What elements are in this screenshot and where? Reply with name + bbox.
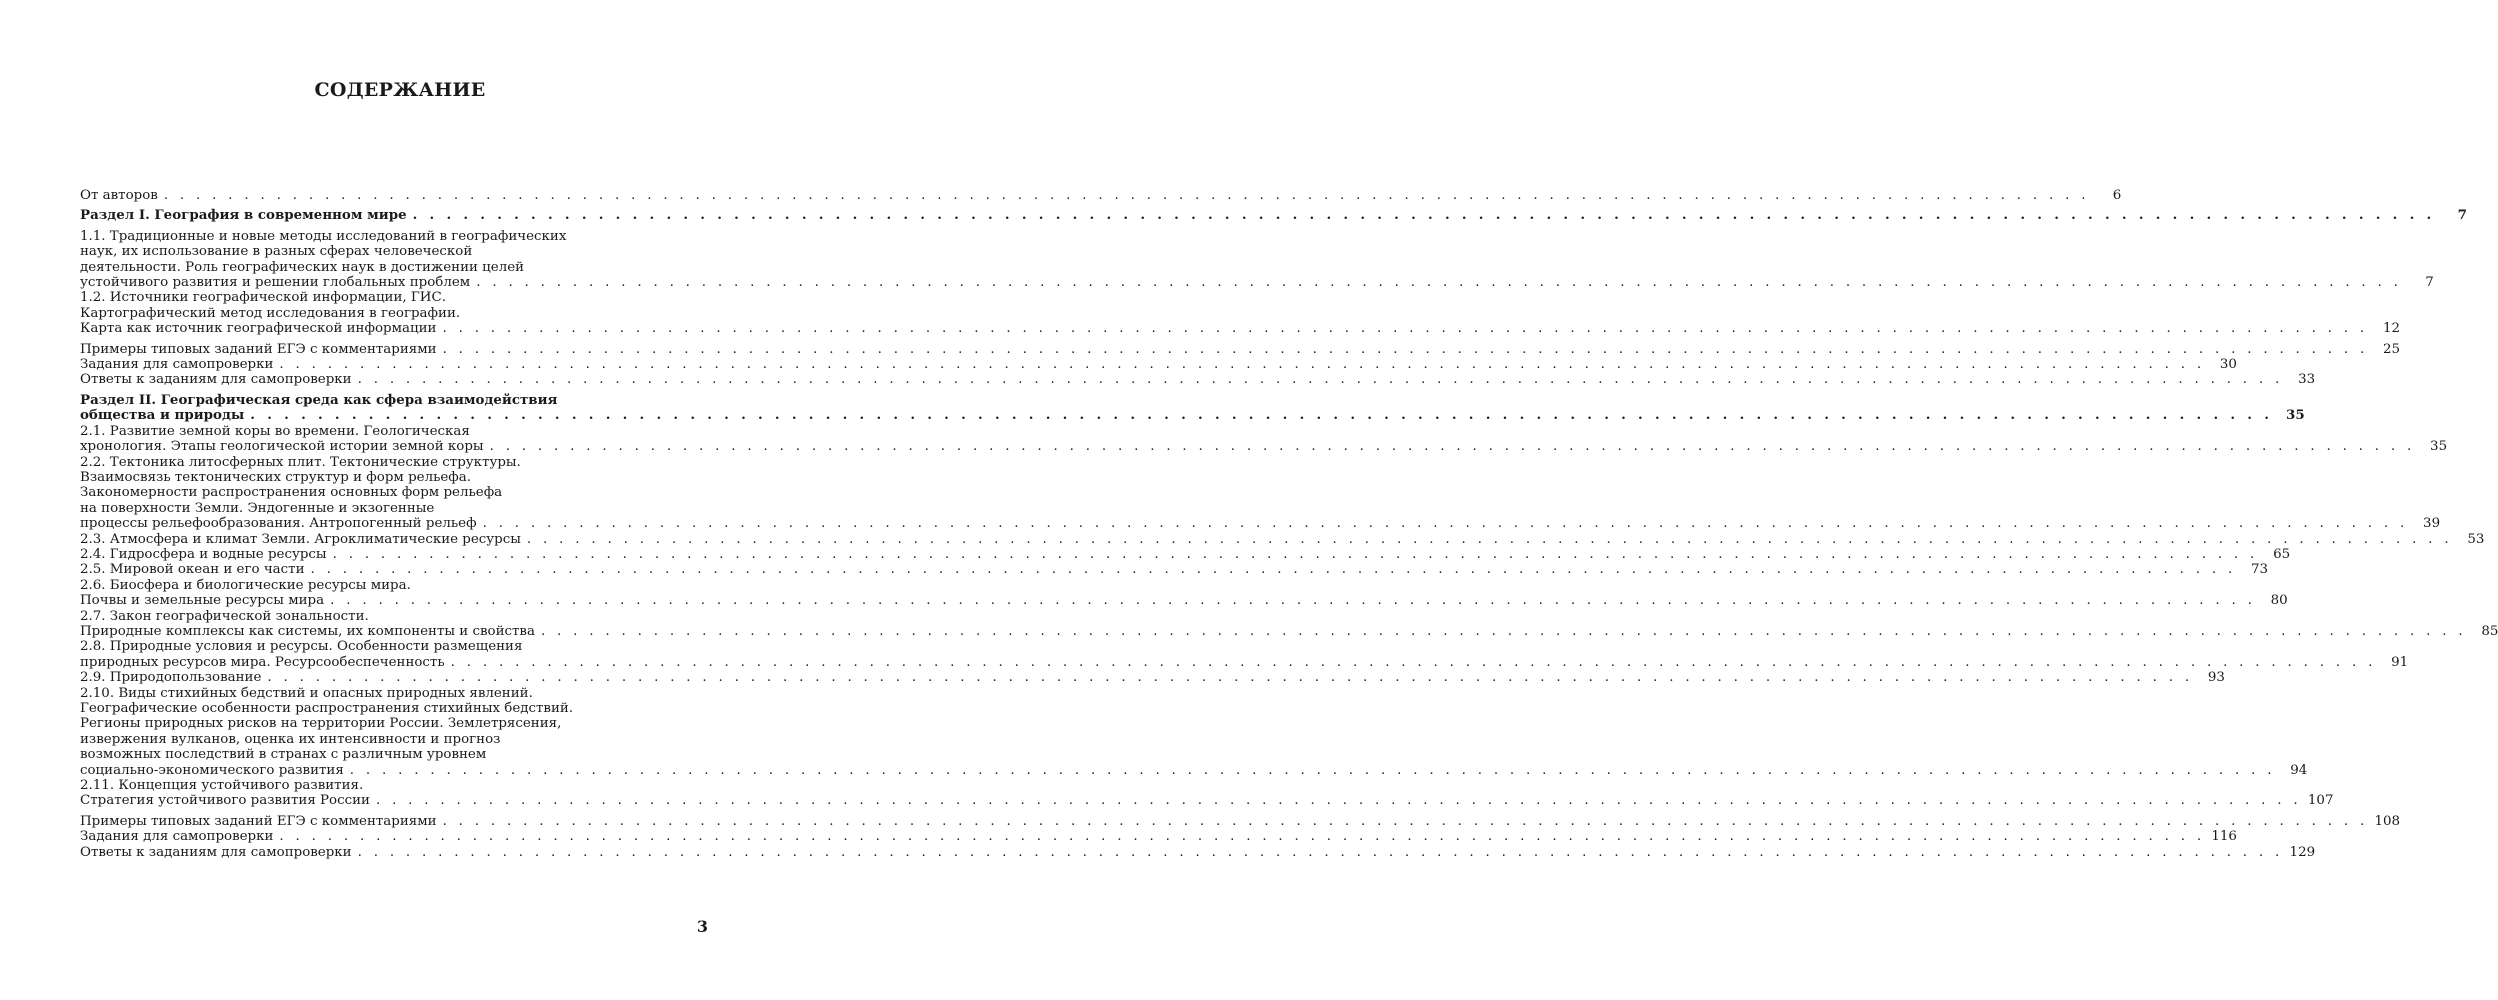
toc-entry-row xyxy=(80,793,2334,809)
toc-entry-line: Стратегия устойчивого развития России xyxy=(80,793,370,809)
toc-entry[interactable] xyxy=(80,341,2401,357)
toc-entry[interactable] xyxy=(80,778,2334,809)
dot-leader: . . . . . . . . . . . . . . . . . . . . . . . . . . . . . . . . . . . . . . . . . . . . . . . . . . . . . . . . . . . . . . . . . . . . . . . . . . . . . . . . . . . . . . . . . . . . . . . . . . . . . . . . . . . . . . . . . . . . . . . . xyxy=(330,593,2256,609)
toc-entry-line: Регионы природных рисков на территории России. Землетрясения, xyxy=(80,716,562,732)
toc-entry-line: 2.4. Гидросфера и водные ресурсы xyxy=(80,546,327,562)
toc-entry[interactable] xyxy=(80,829,2237,845)
dot-leader: . . . . . . . . . . . . . . . . . . . . . . . . . . . . . . . . . . . . . . . . . . . . . . . . . . . . . . . . . . . . . . . . . . . . . . . . . . . . . . . . . . . . . . . . . . . . . . . . . . . . . . . . . . . . . . . . . . . . . . . . xyxy=(540,623,2467,639)
toc-entry-row xyxy=(80,546,2291,562)
toc-entry[interactable] xyxy=(80,357,2237,373)
dot-leader: . . . . . . . . . . . . . . . . . . . . . . . . . . . . . . . . . . . . . . . . . . . . . . . . . . . . . . . . . . . . . . . . . . . . . . . . . . . . . . . . . . . . . . . . . . . . . . . . . . . . . . . . . . . . . . . . . . . . . . . . xyxy=(442,813,2369,829)
toc-entry-row xyxy=(80,439,2448,455)
toc-entry-line: Ответы к заданиям для самопроверки xyxy=(80,372,352,388)
toc-entry-line: 1.1. Традиционные и новые методы исследований в географических xyxy=(80,228,567,244)
toc-entry-line: 2.7. Закон географической зональности. xyxy=(80,608,369,624)
toc-entry-row xyxy=(80,670,2225,686)
toc-page-number: 12 xyxy=(2382,321,2400,337)
dot-leader: . . . . . . . . . . . . . . . . . . . . . . . . . . . . . . . . . . . . . . . . . . . . . . . . . . . . . . . . . . . . . . . . . . . . . . . . . . . . . . . . . . . . . . . . . . . . . . . . . . . . . . . . . . . . . . . . . . . . . . . . xyxy=(526,531,2453,547)
dot-leader: . . . . . . . . . . . . . . . . . . . . . . . . . . . . . . . . . . . . . . . . . . . . . . . . . . . . . . . . . . . . . . . . . . . . . . . . . . . . . . . . . . . . . . . . . . . . . . . . . . . . . . . . . . . . . . . . . . . . . . . . xyxy=(279,357,2205,373)
toc-entry-line: Задания для самопроверки xyxy=(80,829,274,845)
toc-entry-line: общества и природы xyxy=(80,407,245,424)
toc-entry-line: Задания для самопроверки xyxy=(80,357,274,373)
toc-entry[interactable] xyxy=(80,454,2441,532)
toc-entry-row xyxy=(80,762,2308,778)
toc-entry-row xyxy=(80,275,2434,291)
toc-entry-line: 2.9. Природопользование xyxy=(80,670,262,686)
toc-entry-line: Карта как источник географической информации xyxy=(80,321,437,337)
dot-leader: . . . . . . . . . . . . . . . . . . . . . . . . . . . . . . . . . . . . . . . . . . . . . . . . . . . . . . . . . . . . . . . . . . . . . . . . . . . . . . . . . . . . . . . . . . . . . . . . . . . . . . . . . . . . . . . . . . . . . . . . xyxy=(375,793,2302,809)
toc-page-number: 39 xyxy=(2423,516,2441,532)
toc-entry-row xyxy=(80,654,2409,670)
toc-entry-line: Картографический метод исследования в географии. xyxy=(80,305,461,321)
toc-page-number: 35 xyxy=(2286,407,2305,424)
toc-entry[interactable] xyxy=(80,207,2467,224)
toc-entry-line: Раздел I. География в современном мире xyxy=(80,207,407,224)
toc-page-number: 107 xyxy=(2307,793,2334,809)
toc-entry-line: 2.3. Атмосфера и климат Земли. Агроклиматические ресурсы xyxy=(80,531,521,547)
toc-page-number: 80 xyxy=(2270,593,2288,609)
dot-leader: . . . . . . . . . . . . . . . . . . . . . . . . . . . . . . . . . . . . . . . . . . . . . . . . . . . . . . . . . . . . . . . . . . . . . . . . . . . . . . . . . . . . . . . . . . . . . . . . . . . . . . . . . . . . . . . . . . . . . . . . xyxy=(267,670,2193,686)
toc-entry[interactable] xyxy=(80,670,2225,686)
dot-leader: . . . . . . . . . . . . . . . . . . . . . . . . . . . . . . . . . . . . . . . . . . . . . . . . . . . . . . . . . . . . . . . . . . . . . . . . . . . . . . . . . . . . . . . . . . . . . . . . . . . . . . . . . . . . . . . . . . . . . . . . xyxy=(489,439,2416,455)
toc-entry-line: 2.1. Развитие земной коры во времени. Геологическая xyxy=(80,423,470,439)
toc-page-number: 30 xyxy=(2219,357,2237,373)
toc-entry[interactable] xyxy=(80,372,2316,388)
dot-leader: . . . . . . . . . . . . . . . . . . . . . . . . . . . . . . . . . . . . . . . . . . . . . . . . . . . . . . . . . . . . . . . . . . . . . . . . . . . . . . . . . . . . . . . . . . . . . . . . . . . . . . . . . . . . . . . . . . . . . . . . xyxy=(442,321,2368,337)
table-of-contents xyxy=(80,188,2498,860)
toc-entry[interactable] xyxy=(80,639,2409,670)
toc-page-number: 7 xyxy=(2457,207,2467,224)
toc-entry[interactable] xyxy=(80,844,2316,860)
toc-entry-row xyxy=(80,813,2401,829)
toc-entry-line: Природные комплексы как системы, их компоненты и свойства xyxy=(80,623,535,639)
toc-entry-line: природных ресурсов мира. Ресурсообеспеченность xyxy=(80,654,445,670)
toc-entry[interactable] xyxy=(80,562,2269,578)
toc-entry-line: Почвы и земельные ресурсы мира xyxy=(80,593,325,609)
dot-leader: . . . . . . . . . . . . . . . . . . . . . . . . . . . . . . . . . . . . . . . . . . . . . . . . . . . . . . . . . . . . . . . . . . . . . . . . . . . . . . . . . . . . . . . . . . . . . . . . . . . . . . . . . . . . . . . . . . . . . . . . xyxy=(442,341,2369,357)
toc-entry-row xyxy=(80,341,2401,357)
toc-entry[interactable] xyxy=(80,531,2485,547)
toc-entry-line: 1.2. Источники географической информации, ГИС. xyxy=(80,290,446,306)
toc-entry[interactable] xyxy=(80,685,2308,778)
dot-leader: . . . . . . . . . . . . . . . . . . . . . . . . . . . . . . . . . . . . . . . . . . . . . . . . . . . . . . . . . . . . . . . . . . . . . . . . . . . . . . . . . . . . . . . . . . . . . . . . . . . . . . . . . . . . . . . . . . . . . . . . xyxy=(482,516,2409,532)
toc-entry[interactable] xyxy=(80,228,2434,291)
dot-leader: . . . . . . . . . . . . . . . . . . . . . . . . . . . . . . . . . . . . . . . . . . . . . . . . . . . . . . . . . . . . . . . . . . . . . . . . . . . . . . . . . . . . . . . . . . . . . . . . . . . . . . . . . . . . . . . . . . . . . . . . xyxy=(349,762,2276,778)
toc-entry-line: Взаимосвязь тектонических структур и форм рельефа. xyxy=(80,469,472,485)
toc-page-number: 33 xyxy=(2298,372,2316,388)
dot-leader: . . . . . . . . . . . . . . . . . . . . . . . . . . . . . . . . . . . . . . . . . . . . . . . . . . . . . . . . . . . . . . . . . . . . . . . . . . . . . . . . . . . . . . . . . . . . . . . . . . . . . . . . . . . . . . . . . . . . . . . . xyxy=(163,188,2090,203)
dot-leader: . . . . . . . . . . . . . . . . . . . . . . . . . . . . . . . . . . . . . . . . . . . . . . . . . . . . . . . . . . . . . . . . . . . . . . . . . . . . . . . . . . . . . . . . . . . . . . . . . . . . . . . . . . . . . . . . . . . . . . . . xyxy=(250,407,2273,424)
toc-entry-line: 2.8. Природные условия и ресурсы. Особенности размещения xyxy=(80,639,523,655)
toc-page-number: 85 xyxy=(2481,623,2498,639)
toc-entry-line: деятельности. Роль географических наук в достижении целей xyxy=(80,259,525,275)
toc-entry-row xyxy=(80,531,2485,547)
toc-entry[interactable] xyxy=(80,577,2288,609)
toc-page-number: 35 xyxy=(2430,439,2448,455)
toc-entry-line: Примеры типовых заданий ЕГЭ с комментариями xyxy=(80,341,437,357)
toc-entry-line: Раздел II. Географическая среда как сфера взаимодействия xyxy=(80,391,558,408)
toc-page-number: 65 xyxy=(2273,546,2291,562)
toc-entry-row xyxy=(80,372,2316,388)
toc-entry-row xyxy=(80,516,2441,532)
toc-entry-row xyxy=(80,407,2305,424)
dot-leader: . . . . . . . . . . . . . . . . . . . . . . . . . . . . . . . . . . . . . . . . . . . . . . . . . . . . . . . . . . . . . . . . . . . . . . . . . . . . . . . . . . . . . . . . . . . . . . . . . . . . . . . . . . . . . . . . . . . . . . . . xyxy=(357,372,2284,388)
page-number: 3 xyxy=(696,917,708,936)
toc-entry-line: Географические особенности распространения стихийных бедствий. xyxy=(80,701,574,716)
dot-leader: . . . . . . . . . . . . . . . . . . . . . . . . . . . . . . . . . . . . . . . . . . . . . . . . . . . . . . . . . . . . . . . . . . . . . . . . . . . . . . . . . . . . . . . . . . . . . . . . . . . . . . . . . . . . . . . . . . . . . . . . xyxy=(310,562,2237,578)
dot-leader: . . . . . . . . . . . . . . . . . . . . . . . . . . . . . . . . . . . . . . . . . . . . . . . . . . . . . . . . . . . . . . . . . . . . . . . . . . . . . . . . . . . . . . . . . . . . . . . . . . . . . . . . . . . . . . . . . . . . . . . . xyxy=(450,654,2377,670)
toc-entry-row xyxy=(80,623,2498,639)
dot-leader: . . . . . . . . . . . . . . . . . . . . . . . . . . . . . . . . . . . . . . . . . . . . . . . . . . . . . . . . . . . . . . . . . . . . . . . . . . . . . . . . . . . . . . . . . . . . . . . . . . . . . . . . . . . . . . . . . . . . . . . . xyxy=(357,844,2284,860)
toc-entry-line: Примеры типовых заданий ЕГЭ с комментариями xyxy=(80,813,437,829)
toc-entry[interactable] xyxy=(80,423,2448,455)
toc-entry-line: Закономерности распространения основных форм рельефа xyxy=(80,485,503,501)
toc-entry-line: 2.2. Тектоника литосферных плит. Тектонические структуры. xyxy=(80,454,521,470)
dot-leader: . . . . . . . . . . . . . . . . . . . . . . . . . . . . . . . . . . . . . . . . . . . . . . . . . . . . . . . . . . . . . . . . . . . . . . . . . . . . . . . . . . . . . . . . . . . . . . . . . . . . . . . . . . . . . . . . . . . . . . . . xyxy=(279,829,2205,845)
toc-entry-row xyxy=(80,357,2237,373)
toc-entry-line: 2.5. Мировой океан и его части xyxy=(80,562,305,578)
dot-leader: . . . . . . . . . . . . . . . . . . . . . . . . . . . . . . . . . . . . . . . . . . . . . . . . . . . . . . . . . . . . . . . . . . . . . . . . . . . . . . . . . . . . . . . . . . . . . . . . . . . . . . . . . . . . . . . . . . . . . . . . xyxy=(476,275,2402,291)
toc-entry-row xyxy=(80,562,2269,578)
toc-page-number: 94 xyxy=(2290,762,2308,778)
toc-entry-row xyxy=(80,593,2288,609)
toc-entry-row xyxy=(80,188,2122,203)
toc-entry-line: хронология. Этапы геологической истории земной коры xyxy=(80,439,484,455)
toc-page-number: 91 xyxy=(2391,654,2409,670)
toc-page-number: 25 xyxy=(2383,341,2401,357)
toc-entry-row xyxy=(80,321,2400,337)
toc-entry-row xyxy=(80,829,2237,845)
toc-entry-row xyxy=(80,207,2467,224)
toc-page-number: 129 xyxy=(2289,844,2316,860)
toc-entry-line: на поверхности Земли. Эндогенные и экзогенные xyxy=(80,500,435,516)
toc-entry-line: От авторов xyxy=(80,188,158,203)
toc-entry-line: 2.6. Биосфера и биологические ресурсы мира. xyxy=(80,577,411,593)
toc-page-number: 73 xyxy=(2250,562,2269,578)
page-title: СОДЕРЖАНИЕ xyxy=(314,79,486,101)
toc-entry-line: возможных последствий в странах с различным уровнем xyxy=(80,747,487,763)
toc-entry[interactable] xyxy=(80,391,2305,424)
toc-entry-line: 2.11. Концепция устойчивого развития. xyxy=(80,778,364,794)
toc-entry[interactable] xyxy=(80,188,2122,203)
toc-entry-line: Ответы к заданиям для самопроверки xyxy=(80,844,352,860)
toc-entry-line: процессы рельефообразования. Антропогенный рельеф xyxy=(80,516,477,532)
toc-entry[interactable] xyxy=(80,813,2401,829)
toc-entry-line: социально-экономического развития xyxy=(80,762,344,778)
toc-page-number: 53 xyxy=(2467,531,2485,547)
toc-entry-line: устойчивого развития и решении глобальных проблем xyxy=(80,275,471,291)
toc-entry-line: извержения вулканов, оценка их интенсивности и прогноз xyxy=(80,731,501,747)
toc-page-number: 7 xyxy=(2425,275,2434,291)
dot-leader: . . . . . . . . . . . . . . . . . . . . . . . . . . . . . . . . . . . . . . . . . . . . . . . . . . . . . . . . . . . . . . . . . . . . . . . . . . . . . . . . . . . . . . . . . . . . . . . . . . . . . . . . . . . . . . . . . . . . . . . . xyxy=(412,207,2435,224)
toc-entry[interactable] xyxy=(80,546,2291,562)
toc-entry[interactable] xyxy=(80,290,2400,337)
dot-leader: . . . . . . . . . . . . . . . . . . . . . . . . . . . . . . . . . . . . . . . . . . . . . . . . . . . . . . . . . . . . . . . . . . . . . . . . . . . . . . . . . . . . . . . . . . . . . . . . . . . . . . . . . . . . . . . . . . . . . . . . xyxy=(332,546,2259,562)
toc-page-number: 108 xyxy=(2374,813,2401,829)
toc-entry[interactable] xyxy=(80,608,2498,640)
toc-entry-line: 2.10. Виды стихийных бедствий и опасных природных явлений. xyxy=(80,685,533,701)
toc-entry-line: наук, их использование в разных сферах человеческой xyxy=(80,244,473,260)
toc-entry-row xyxy=(80,844,2316,860)
toc-page-number: 93 xyxy=(2207,670,2225,686)
toc-page-number: 116 xyxy=(2211,829,2237,845)
toc-page-number: 6 xyxy=(2112,188,2122,203)
